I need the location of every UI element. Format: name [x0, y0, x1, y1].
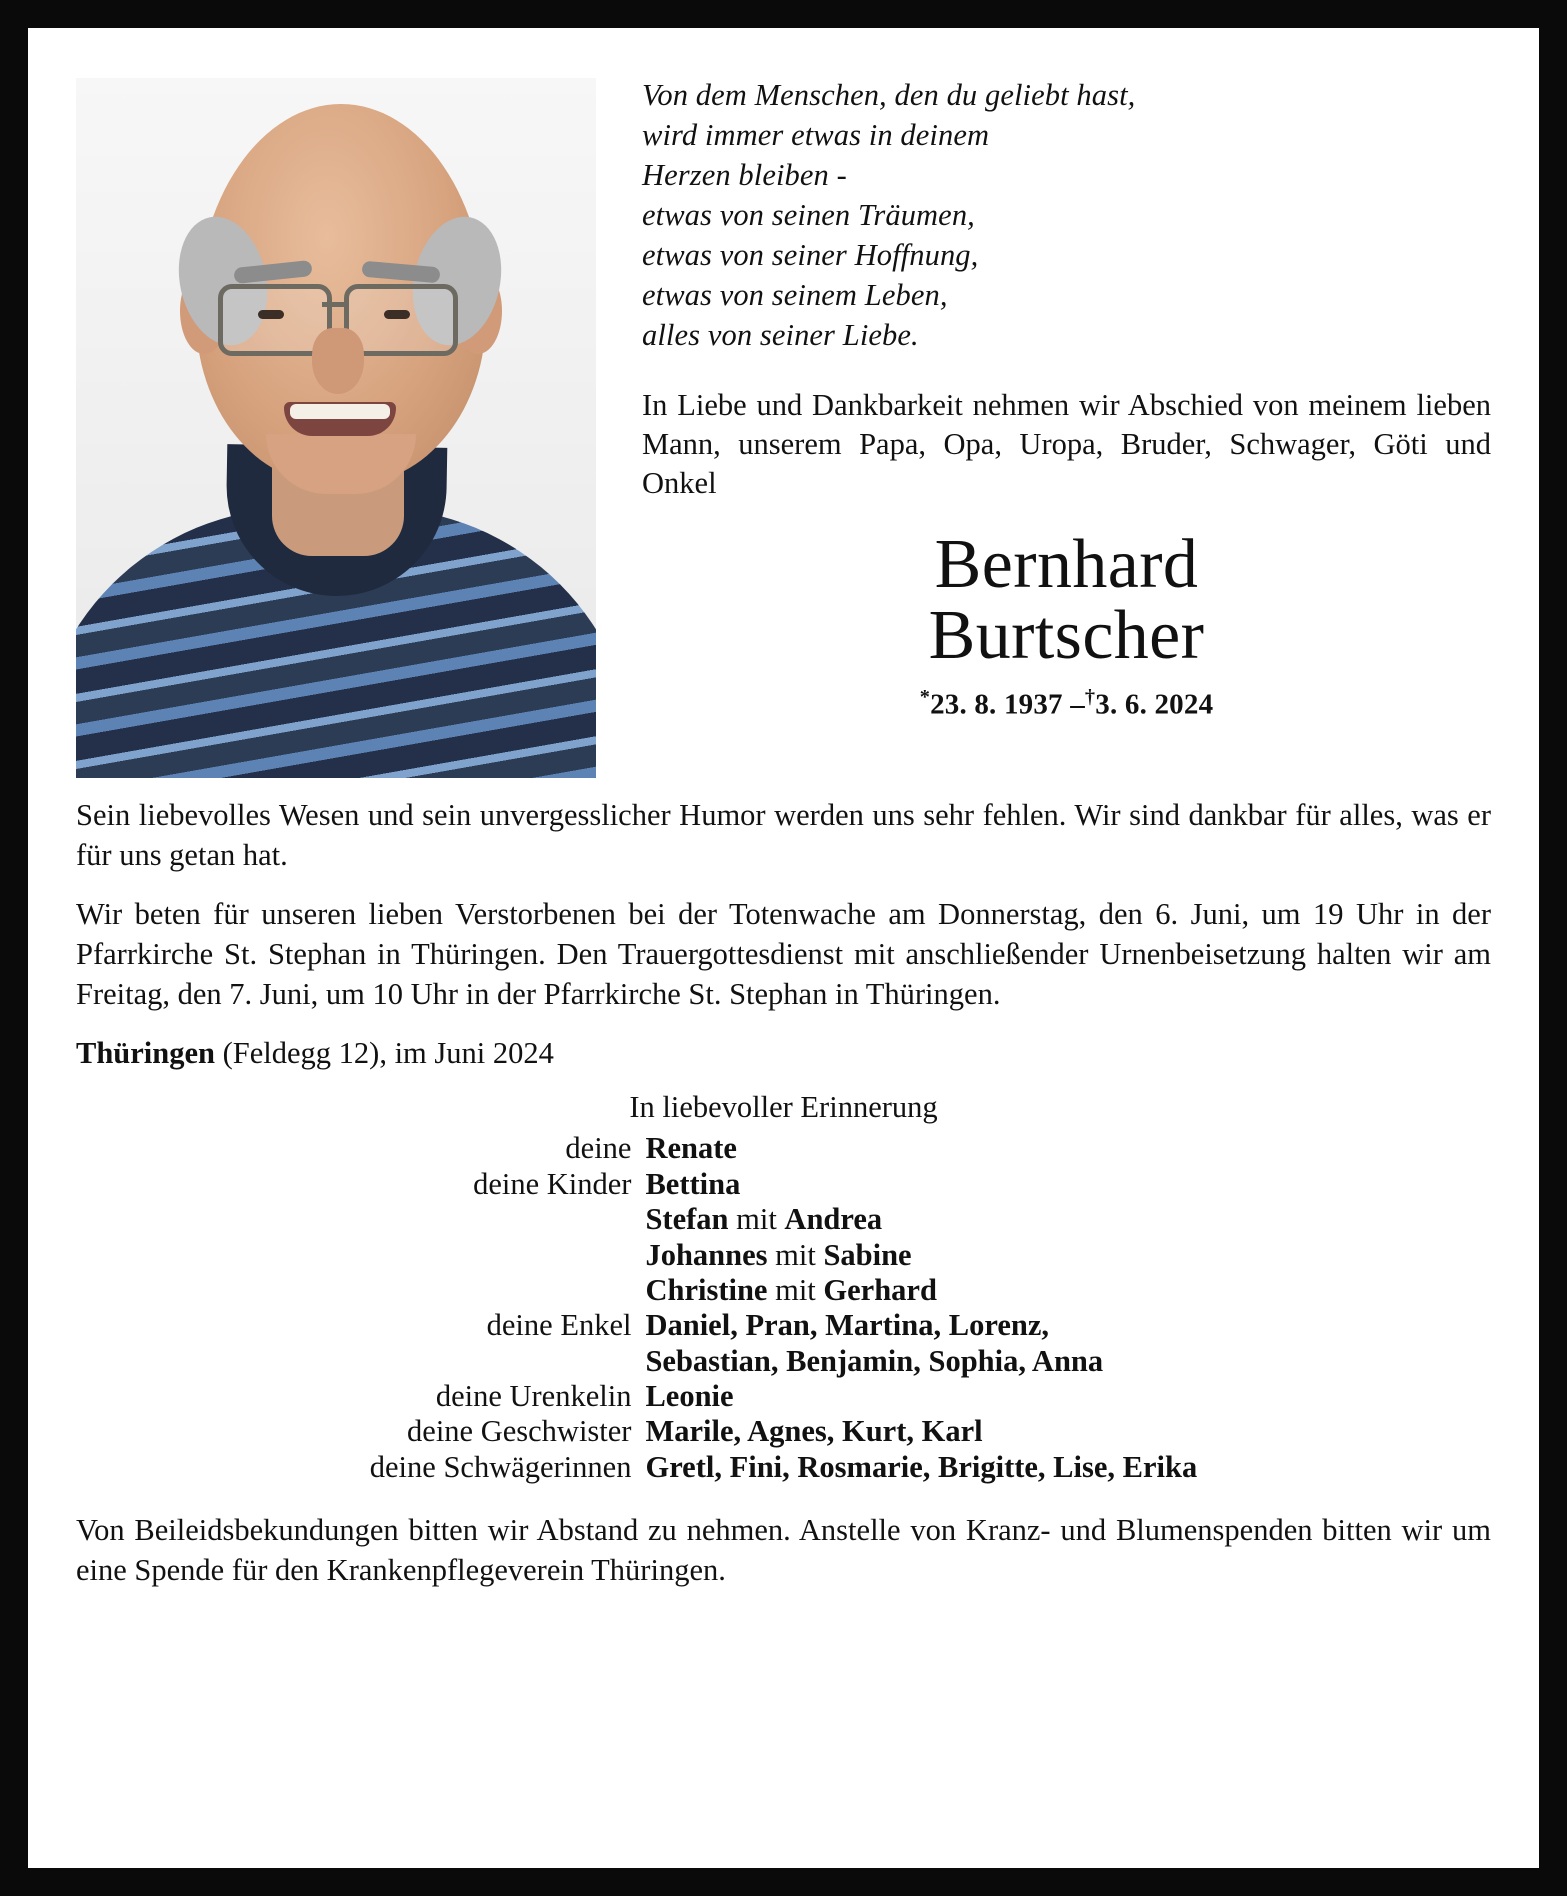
family-row [370, 1379, 1197, 1414]
date-separator: – [1070, 688, 1085, 721]
paragraph-services: Wir beten für unseren lieben Verstorbenen bei der Totenwache am Donnerstag, den 6. Juni, um 19 Uhr in der Pfarrkirche St. Stephan in Thüringen. Den Trauergottesdienst mit anschließender Urnenbeisetzung halten wir am Freitag, den 7. Juni, um 10 Uhr in der Pfarrkirche St. Stephan in Thüringen. [76, 897, 1491, 1011]
deceased-name [642, 525, 1491, 675]
family-name-b: Gerhard [823, 1272, 937, 1307]
poem-line: Herzen bleiben - [642, 157, 847, 192]
photo-nose [312, 328, 364, 394]
family-name-b: Andrea [784, 1202, 883, 1237]
photo-eye-right [384, 310, 410, 319]
family-relation: deine Schwägerinnen [369, 1449, 632, 1484]
family-link: mit [767, 1237, 824, 1272]
poem [642, 76, 1491, 356]
poem-line: wird immer etwas in deinem [642, 117, 990, 152]
family-name-a: Christine [645, 1272, 768, 1307]
family-relation: deine Kinder [473, 1166, 632, 1201]
family-link: mit [767, 1272, 824, 1307]
closing-note: Von Beileidsbekundungen bitten wir Abstand zu nehmen. Anstelle von Kranz- und Blumenspenden bitten wir um eine Spende für den Krankenpflegeverein Thüringen. [76, 1513, 1491, 1587]
family-row [370, 1167, 1197, 1202]
family-row [370, 1202, 1197, 1237]
birth-date: 23. 8. 1937 [930, 688, 1063, 721]
family-names: Marile, Agnes, Kurt, Karl [645, 1414, 983, 1449]
family-list [370, 1131, 1197, 1485]
family-name-b: Sabine [823, 1237, 912, 1272]
family-relation [370, 1202, 646, 1237]
family-row [370, 1131, 1197, 1166]
body-section [76, 796, 1491, 1591]
family-relation [370, 1273, 646, 1308]
family-names: Renate [645, 1131, 737, 1166]
family-names: Daniel, Pran, Martina, Lorenz, [645, 1308, 1049, 1343]
family-name-a: Stefan [645, 1202, 729, 1237]
family-relation: deine [565, 1131, 632, 1166]
place-detail: (Feldegg 12), im Juni 2024 [215, 1036, 554, 1071]
portrait-photo [76, 78, 596, 778]
family-relation: deine Urenkelin [435, 1379, 632, 1414]
poem-line: etwas von seinen Träumen, [642, 197, 975, 232]
birth-symbol: * [919, 685, 931, 708]
family-names [645, 1273, 1197, 1308]
poem-line: etwas von seiner Hoffnung, [642, 237, 979, 272]
family-link: mit [728, 1202, 785, 1237]
poem-line: alles von seiner Liebe. [642, 317, 919, 352]
family-row [370, 1414, 1197, 1449]
family-names: Sebastian, Benjamin, Sophia, Anna [645, 1343, 1104, 1378]
intro-text: In Liebe und Dankbarkeit nehmen wir Abschied von meinem lieben Mann, unserem Papa, Opa, Uropa, Bruder, Schwager, Göti und Onkel [642, 387, 1491, 500]
life-dates [642, 686, 1491, 722]
family-row [370, 1273, 1197, 1308]
header-section [76, 70, 1491, 778]
death-date: 3. 6. 2024 [1095, 688, 1214, 721]
family-name-a: Johannes [645, 1237, 768, 1272]
photo-glasses-bridge [322, 302, 346, 307]
family-relation: deine Geschwister [407, 1414, 632, 1449]
family-row [370, 1450, 1197, 1485]
first-name: Bernhard [934, 525, 1199, 603]
family-names: Gretl, Fini, Rosmarie, Brigitte, Lise, Erika [645, 1449, 1198, 1484]
photo-eye-left [258, 310, 284, 319]
paragraph-remembrance: Sein liebevolles Wesen und sein unvergesslicher Humor werden uns sehr fehlen. Wir sind dankbar für alles, was er für uns getan hat. [76, 798, 1491, 872]
quote-column [596, 70, 1491, 721]
death-symbol: † [1084, 685, 1096, 708]
family-names [645, 1202, 1197, 1237]
place-and-date [76, 1034, 1491, 1074]
family-row [370, 1344, 1197, 1379]
family-relation [370, 1344, 646, 1379]
photo-teeth [290, 404, 390, 419]
portrait-container [76, 70, 596, 778]
family-relation: deine Enkel [486, 1308, 632, 1343]
family-row [370, 1308, 1197, 1343]
family-names: Leonie [645, 1379, 734, 1414]
family-names [645, 1238, 1197, 1273]
poem-line: Von dem Menschen, den du geliebt hast, [642, 78, 1136, 112]
family-names: Bettina [645, 1166, 741, 1201]
family-row [370, 1238, 1197, 1273]
obituary-card [28, 28, 1539, 1868]
memory-heading: In liebevoller Erinnerung [629, 1089, 938, 1124]
poem-line: etwas von seinem Leben, [642, 277, 948, 312]
last-name: Burtscher [928, 597, 1205, 675]
family-relation [370, 1238, 646, 1273]
place-name: Thüringen [76, 1036, 215, 1071]
